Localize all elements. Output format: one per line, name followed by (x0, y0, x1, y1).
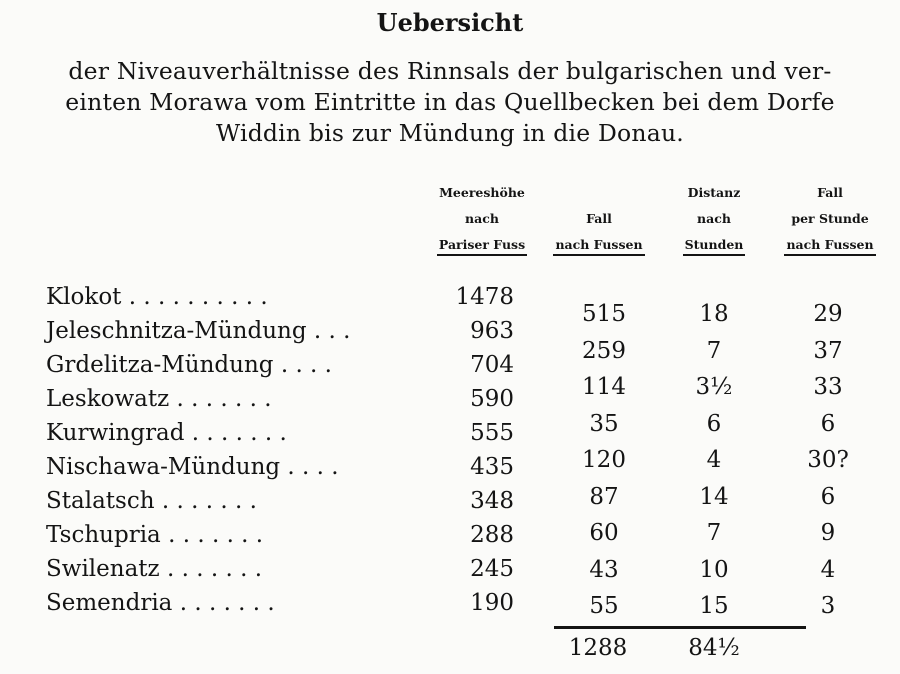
header-line: nach (697, 211, 731, 226)
header-line: nach (465, 211, 499, 226)
segment-fall: 259 (582, 337, 626, 364)
segment-fall: 87 (589, 483, 619, 510)
subtitle (0, 56, 900, 149)
subtitle-line: einten Morawa vom Eintritte in das Quellbecken bei dem Dorfe (65, 88, 835, 116)
page-title: Uebersicht (376, 8, 524, 37)
segment-fall: 515 (582, 301, 626, 327)
segment-fall-per-hour: 4 (820, 556, 836, 583)
segment-fall: 55 (589, 593, 619, 619)
header-line: Fall (586, 211, 612, 226)
segment-distance: 3½ (695, 374, 733, 400)
place-height: 1478 (455, 284, 514, 310)
segment-distance: 18 (699, 301, 729, 327)
segment-fall-per-hour: 33 (813, 374, 843, 400)
place-height: 435 (470, 454, 514, 480)
place-height: 288 (470, 522, 514, 548)
segment-distance: 6 (706, 410, 722, 437)
segment-fall-per-hour: 29 (813, 301, 843, 327)
place-height: 590 (470, 386, 514, 412)
header-fall (542, 206, 656, 258)
header-line: nach Fussen (553, 236, 644, 256)
segment-distance: 4 (706, 447, 722, 473)
header-line: Meereshöhe (439, 185, 525, 200)
header-distance (664, 180, 764, 258)
segment-fall-per-hour: 30? (807, 447, 849, 473)
header-line: nach Fussen (784, 236, 875, 256)
segment-fall-per-hour: 6 (820, 483, 836, 510)
place-name: Semendria . . . . . . . (46, 590, 275, 616)
segment-distance: 10 (699, 556, 729, 583)
header-line: Pariser Fuss (437, 236, 527, 256)
place-height: 348 (470, 488, 514, 514)
segment-fall: 60 (589, 520, 619, 546)
segment-fall: 114 (582, 374, 626, 400)
place-name: Jeleschnitza-Mündung . . . (46, 318, 351, 344)
place-height: 190 (470, 590, 514, 616)
segment-distance: 14 (699, 483, 729, 510)
place-name: Stalatsch . . . . . . . (46, 488, 257, 514)
header-height (424, 180, 540, 258)
place-name: Swilenatz . . . . . . . (46, 556, 263, 582)
subtitle-line: der Niveauverhältnisse des Rinnsals der bulgarischen und ver- (68, 57, 832, 85)
place-height: 555 (470, 420, 514, 446)
segment-fall: 35 (589, 410, 619, 437)
header-line: Distanz (687, 185, 741, 200)
subtitle-line: Widdin bis zur Mündung in die Donau. (216, 119, 684, 147)
place-name: Klokot . . . . . . . . . . (46, 284, 268, 310)
segment-distance: 15 (699, 593, 729, 619)
place-name: Kurwingrad . . . . . . . (46, 420, 287, 446)
place-height: 704 (470, 352, 514, 378)
place-name: Nischawa-Mündung . . . . (46, 454, 339, 480)
segment-distance: 7 (706, 337, 722, 364)
header-line: Fall (817, 185, 843, 200)
header-line: Stunden (683, 236, 746, 256)
place-height: 245 (470, 556, 514, 582)
total-fall: 1288 (568, 635, 628, 661)
segment-fall: 43 (589, 556, 619, 583)
header-line: per Stunde (791, 211, 869, 226)
total-distance: 84½ (688, 635, 740, 661)
segment-fall-per-hour: 37 (813, 337, 843, 364)
segment-fall: 120 (582, 447, 626, 473)
place-name: Grdelitza-Mündung . . . . (46, 352, 332, 378)
segment-fall-per-hour: 6 (820, 410, 836, 437)
place-height: 963 (470, 318, 514, 344)
segment-fall-per-hour: 9 (820, 520, 836, 546)
place-name: Leskowatz . . . . . . . (46, 386, 272, 412)
total-rule (554, 626, 806, 629)
segment-fall-per-hour: 3 (820, 593, 836, 619)
header-fall-per-hour (772, 180, 888, 258)
segment-distance: 7 (706, 520, 722, 546)
place-name: Tschupria . . . . . . . (46, 522, 264, 548)
